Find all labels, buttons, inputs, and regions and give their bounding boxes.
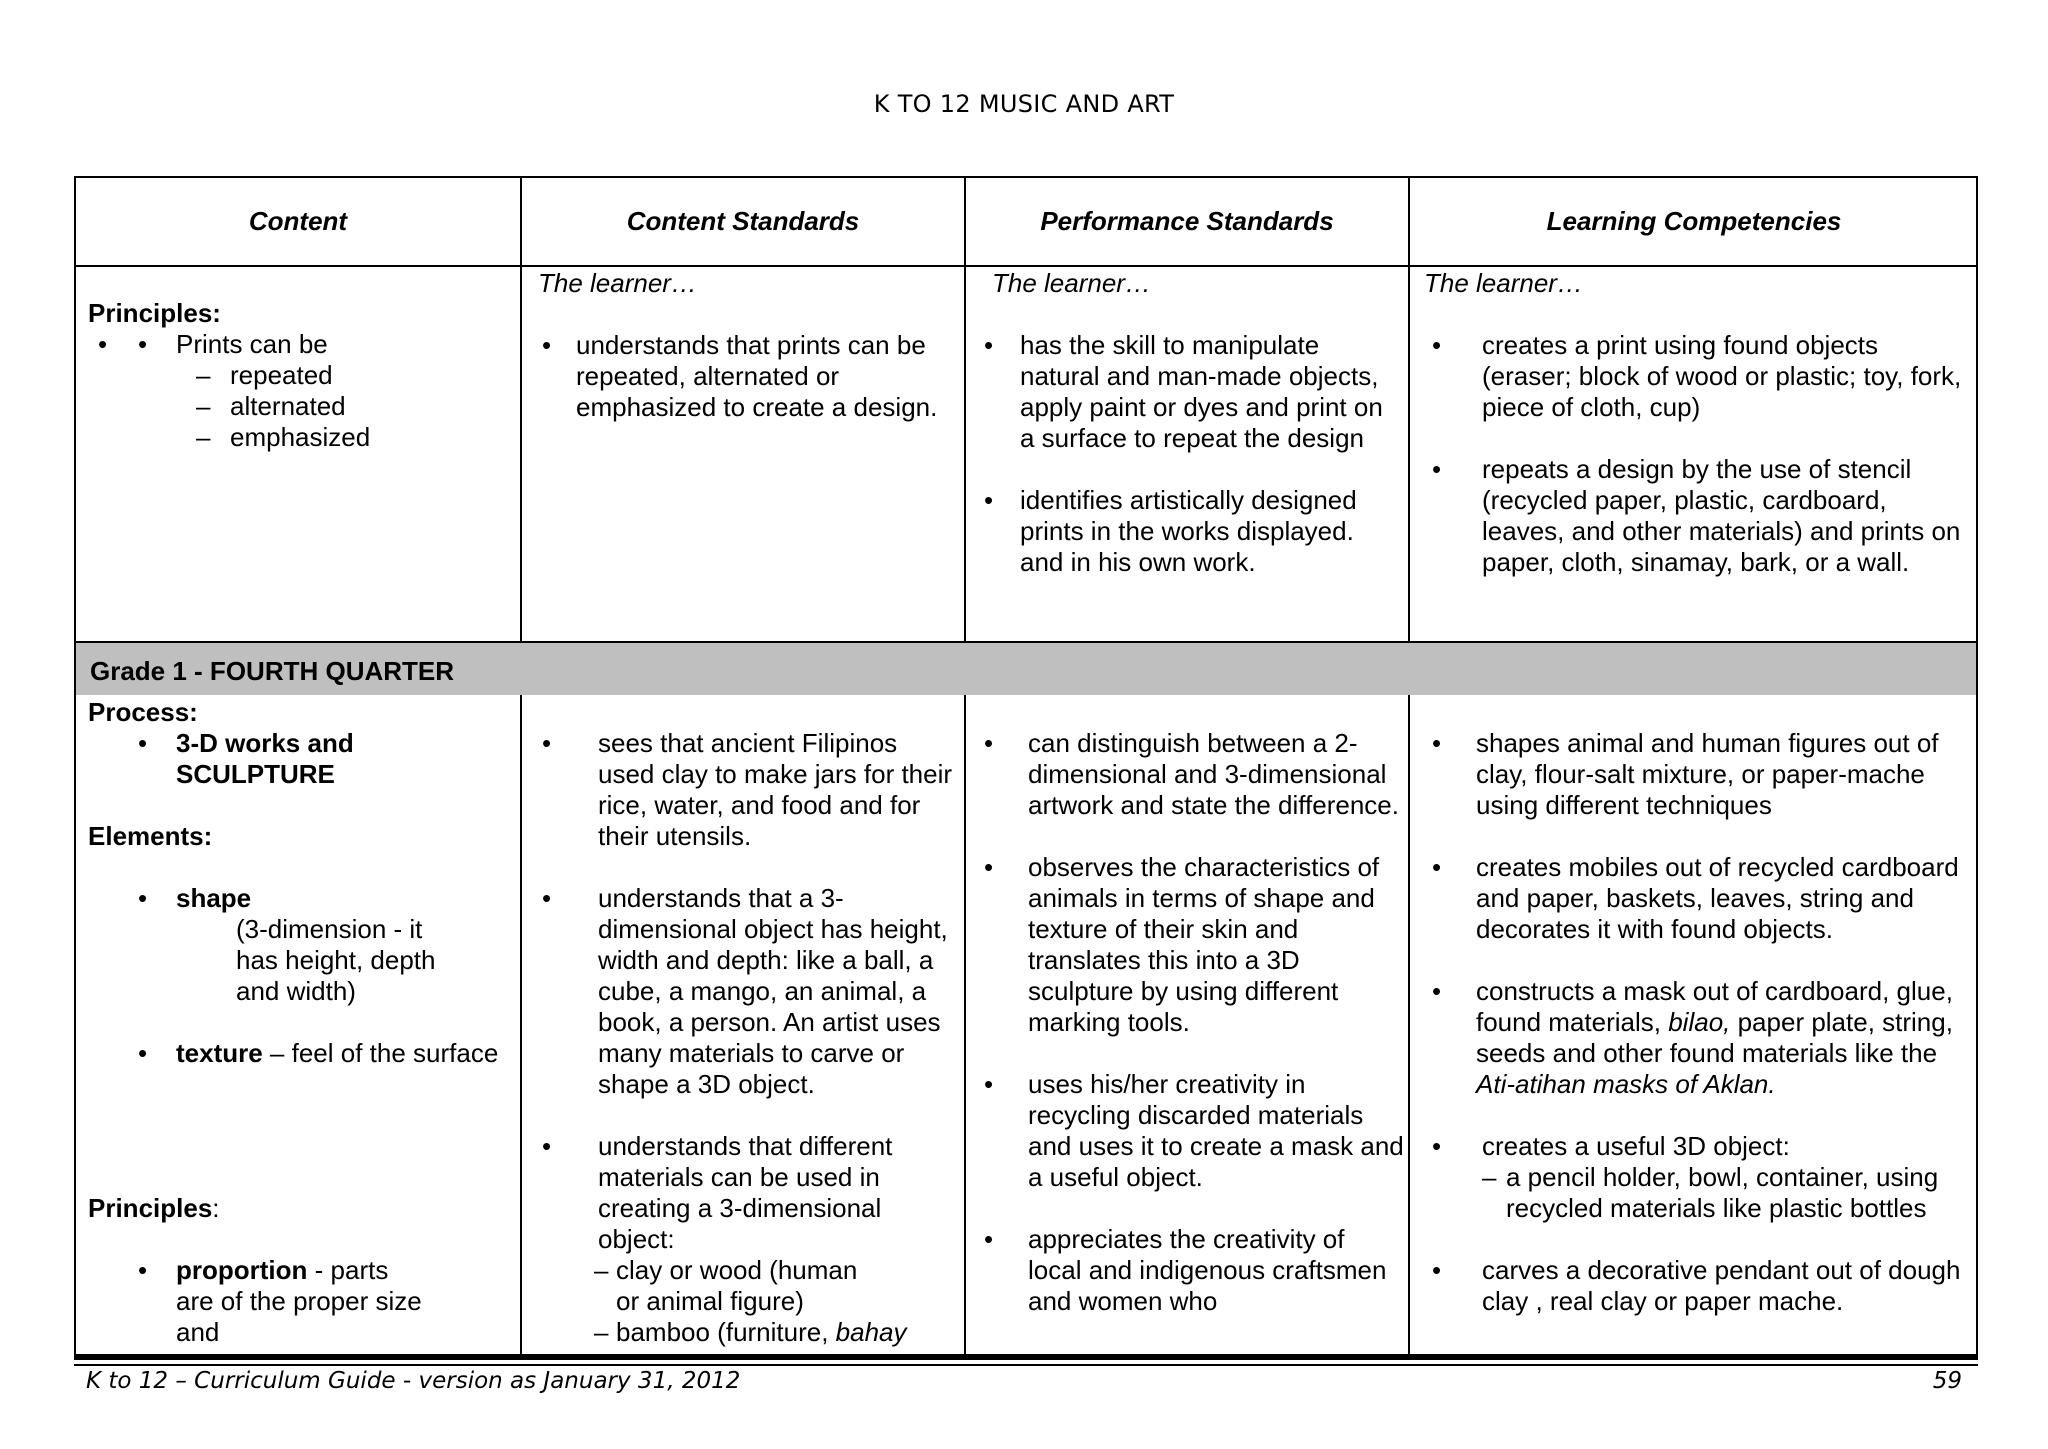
column-divider (1408, 178, 1410, 643)
sub-item-text: a pencil holder, bowl, container, using recycled materials like plastic bottles (1506, 1162, 1939, 1223)
list-item-text: emphasized (230, 422, 371, 452)
list-item-text: creates a useful 3D object: (1482, 1131, 1790, 1161)
list-item (974, 1069, 1404, 1193)
list-item-text: uses his/her creativity in recycling discarded materials and uses it to create a mask and a useful object. (1028, 1069, 1404, 1192)
list-item-text: repeated (230, 360, 333, 390)
list-item-text: can distinguish between a 2-dimensional and 3-dimensional artwork and state the difference. (1028, 728, 1399, 820)
principles-colon: : (212, 1193, 220, 1223)
column-divider (1408, 695, 1410, 1356)
learner-label: The learner… (538, 268, 697, 298)
bottom-rule (74, 1364, 1978, 1366)
list-item: • 3-D works and SCULPTURE (138, 728, 354, 789)
list-item-italic: Ati-atihan masks of Aklan. (1476, 1069, 1776, 1099)
grade-quarter-label: Grade 1 - FOURTH QUARTER (90, 656, 455, 686)
term-proportion: proportion (176, 1255, 308, 1285)
list-item-text: identifies artistically designed prints in the works displayed. and in his own work. (1020, 485, 1357, 577)
list-item-text: understands that prints can be repeated, alternated or emphasized to create a design. (576, 330, 938, 422)
list-item (974, 1224, 1404, 1317)
list-item (1422, 454, 1968, 578)
list-item (1422, 330, 1968, 423)
list-item-text: Prints can be (176, 329, 328, 359)
list-item (974, 330, 1404, 454)
list-item-text: sees that ancient Filipinos used clay to make jars for their rice, water, and food and for their utensils. (598, 728, 953, 851)
list-item: • texture – feel of the surface (138, 1038, 499, 1068)
list-item (532, 330, 952, 423)
list-item-text: appreciates the creativity of local and indigenous craftsmen and women who (1028, 1224, 1387, 1316)
header-content-standards: Content Standards (626, 206, 860, 236)
term-texture: texture (176, 1038, 263, 1068)
footer-version: K to 12 – Curriculum Guide - version as January 31, 2012 (86, 1368, 741, 1394)
column-divider (520, 178, 522, 643)
list-item-text: alternated (230, 391, 346, 421)
list-item-text: understands that a 3-dimensional object has height, width and depth: like a ball, a cube, a mango, an animal, a book, a person. An artist uses many materials to carve or shape a 3D object. (598, 883, 948, 1099)
list-item (1422, 728, 1970, 821)
column-divider (964, 178, 966, 643)
list-item-text: creates mobiles out of recycled cardboard and paper, baskets, leaves, string and decorates it with found objects. (1476, 852, 1959, 944)
list-item (1422, 852, 1970, 945)
list-item (974, 485, 1404, 578)
list-item-text: paper plate, string, seeds and other found materials like the (1476, 1007, 1953, 1068)
list-item: • shape (138, 883, 252, 913)
term-shape: shape (176, 883, 252, 913)
list-item: – repeated (196, 360, 333, 390)
list-item (532, 728, 956, 852)
shape-description: (3-dimension - it has height, depth and width) (236, 914, 436, 1006)
learner-label: The learner… (992, 268, 1151, 298)
texture-description: – feel of the surface (262, 1038, 499, 1068)
row1-performance-standards (974, 330, 1404, 578)
column-divider (520, 695, 522, 1356)
list-item-text: constructs a mask out of cardboard, glue, found materials, (1476, 976, 1953, 1037)
header-learning-competencies: Learning Competencies (1546, 206, 1842, 236)
list-item-text: understands that different materials can be used in creating a 3-dimensional object: (598, 1131, 893, 1254)
header-divider (76, 265, 1976, 267)
list-item-text: shapes animal and human figures out of clay, flour-salt mixture, or paper-mache using different techniques (1476, 728, 1939, 820)
list-item-text: has the skill to manipulate natural and man-made objects, apply paint or dyes and print on a surface to repeat the design (1020, 330, 1383, 453)
list-item-text: 3-D works and SCULPTURE (176, 728, 354, 789)
list-item: • proportion - parts are of the proper size and (138, 1255, 422, 1347)
page-number: 59 (1932, 1368, 1962, 1394)
row2-performance-standards (974, 728, 1404, 1317)
column-divider (964, 695, 966, 1356)
sub-item: – bamboo (furniture, bahay (594, 1317, 907, 1347)
document-title: K TO 12 MUSIC AND ART (873, 90, 1175, 118)
header-performance-standards: Performance Standards (1040, 206, 1334, 236)
list-item-italic: bilao, (1668, 1007, 1731, 1037)
principles-heading: Principles: (88, 298, 221, 328)
sub-item-text: clay or wood (human or animal figure) (616, 1255, 858, 1316)
row1-content (88, 298, 508, 453)
list-item (1422, 976, 1970, 1100)
row1-content-standards (532, 330, 952, 423)
sub-item: – a pencil holder, bowl, container, using recycled materials like plastic bottles (1482, 1162, 1939, 1223)
proportion-description: - parts are of the proper size and (176, 1255, 422, 1347)
sub-item-italic: bahay (835, 1317, 907, 1347)
learner-label: The learner… (1424, 268, 1583, 298)
bottom-rule (74, 1356, 1978, 1360)
list-item (532, 1131, 956, 1255)
list-item (974, 852, 1404, 1038)
principles-heading-2 (88, 1193, 516, 1224)
list-item-text: observes the characteristics of animals in terms of shape and texture of their skin and translates this into a 3D sculpture by using different marking tools. (1028, 852, 1380, 1037)
sub-item-text: bamboo (furniture, (616, 1317, 836, 1347)
curriculum-table (74, 176, 1978, 1356)
list-item (532, 883, 956, 1100)
list-item (1422, 1131, 1970, 1162)
list-item-text: repeats a design by the use of stencil (recycled paper, plastic, cardboard, leaves, and other materials) and prints on paper, cloth, sinamay, bark, or a wall. (1482, 454, 1961, 577)
elements-heading: Elements: (88, 821, 213, 851)
row1-learning-competencies (1422, 330, 1968, 578)
header-content: Content (248, 206, 348, 236)
list-item: – emphasized (196, 422, 371, 452)
list-item: – alternated (196, 391, 346, 421)
grade-quarter-band (76, 643, 1976, 695)
list-item-text: carves a decorative pendant out of dough clay , real clay or paper mache. (1482, 1255, 1961, 1316)
principles-label: Principles (88, 1193, 213, 1223)
row2-content-standards (532, 728, 956, 1348)
process-heading: Process: (88, 697, 198, 727)
row2-learning-competencies (1422, 728, 1970, 1317)
sub-item: – clay or wood (human or animal figure) (532, 1255, 956, 1317)
list-item: • • Prints can be (88, 329, 508, 360)
list-item (974, 728, 1404, 821)
list-item-text: creates a print using found objects (eraser; block of wood or plastic; toy, fork, piece of cloth, cup) (1482, 330, 1962, 422)
list-item (1422, 1255, 1970, 1317)
row2-content (88, 697, 516, 1348)
